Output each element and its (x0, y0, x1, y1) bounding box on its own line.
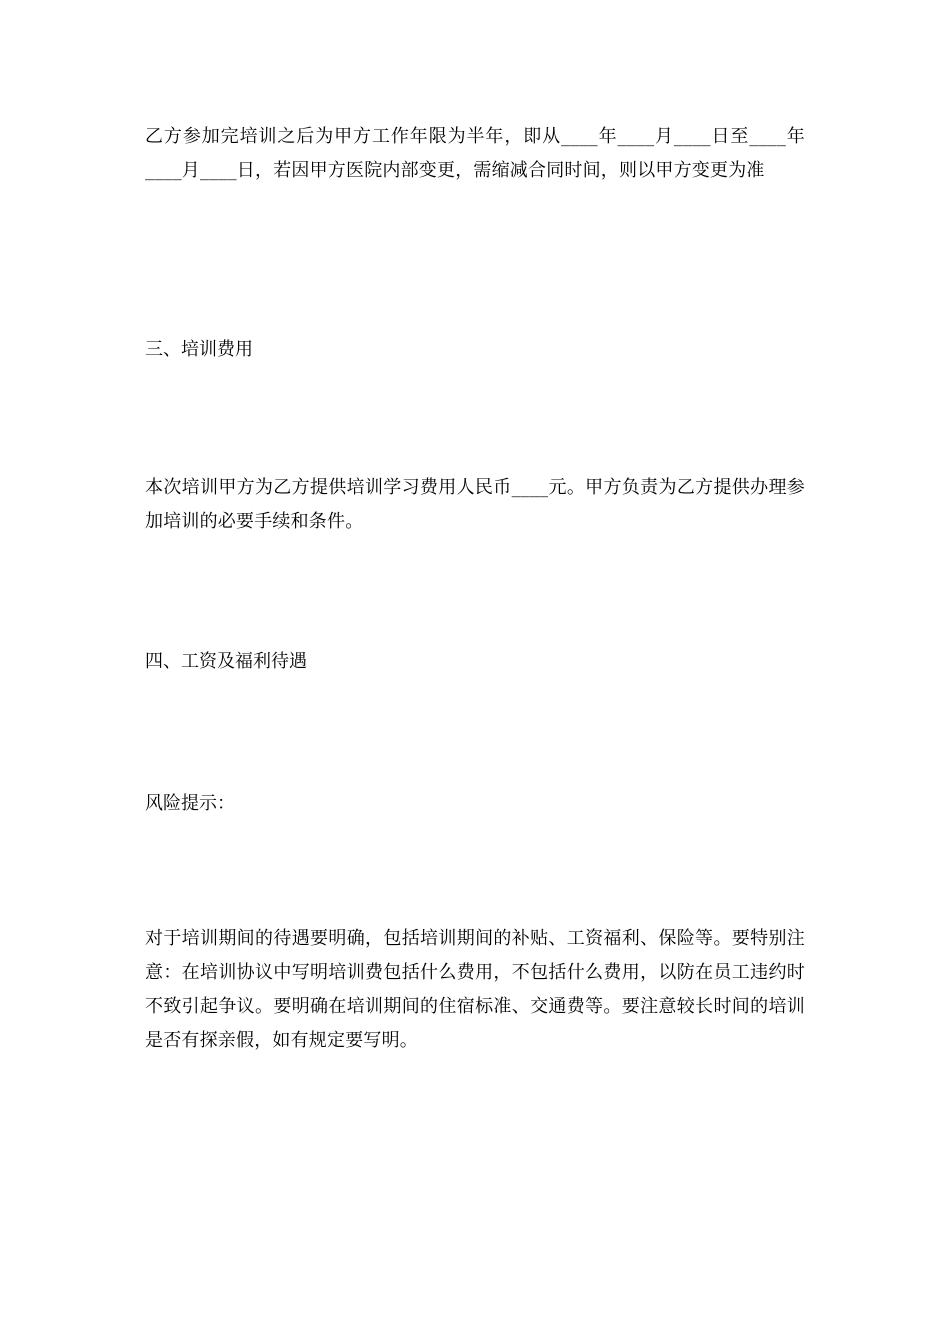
section-three-heading: 三、培训费用 (145, 339, 253, 360)
risk-notice-paragraph: 对于培训期间的待遇要明确，包括培训期间的补贴、工资福利、保险等。要特别注意：在培训协议中写明培训费包括什么费用，不包括什么费用，以防在员工违约时不致引起争议。要明确在培训期间的住宿标准、交通费等。要注意较长时间的培训是否有探亲假，如有规定要写明。 (145, 928, 805, 1051)
training-term-paragraph: 乙方参加完培训之后为甲方工作年限为半年，即从____年____月____日至____年____月____日，若因甲方医院内部变更，需缩减合同时间，则以甲方变更为准 (145, 126, 805, 181)
training-fee-paragraph: 本次培训甲方为乙方提供培训学习费用人民币____元。甲方负责为乙方提供办理参加培训的必要手续和条件。 (145, 477, 805, 532)
risk-notice-heading: 风险提示： (145, 793, 235, 814)
section-four-heading: 四、工资及福利待遇 (145, 651, 307, 672)
